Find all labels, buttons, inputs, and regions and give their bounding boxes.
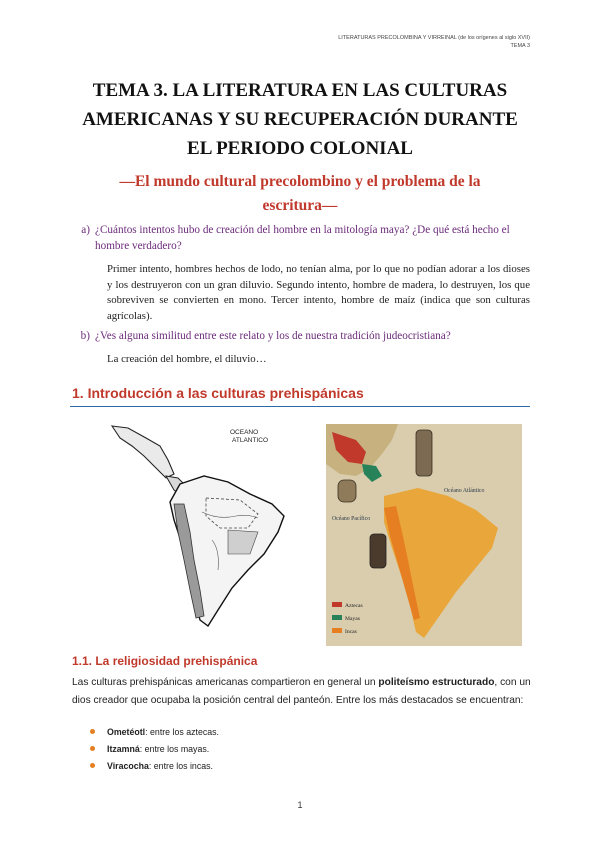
south-america-sketch-map: [108, 420, 308, 632]
para-bold-term: politeísmo estructurado: [378, 677, 495, 688]
header-course-title: LITERATURAS PRECOLOMBINA Y VIRREINAL (de los orígenes al siglo XVII): [338, 35, 530, 41]
section-heading-intro: 1. Introducción a las culturas prehispánicas: [72, 385, 364, 401]
list-item: [90, 758, 219, 775]
para-text-1: Las culturas prehispánicas americanas compartieron en general un: [72, 677, 379, 688]
page-title: [60, 76, 540, 163]
deity-desc: : entre los mayas.: [139, 744, 210, 754]
question-b: [80, 328, 535, 344]
question-a: [81, 222, 535, 254]
map2-inca-figure-icon: [370, 534, 386, 568]
deity-name: Itzamná: [107, 744, 140, 754]
legend-label-aztecas: Aztecas: [345, 603, 363, 609]
legend-swatch-incas: [332, 628, 342, 633]
title-line-2: AMERICANAS Y SU RECUPERACIÓN DURANTE: [82, 109, 518, 130]
subtitle-line-1: —El mundo cultural precolombino y el problema de la: [119, 173, 481, 190]
bullet-dot-icon: [90, 746, 95, 751]
religiosity-paragraph: [72, 674, 532, 709]
list-item: [90, 724, 219, 741]
map1-ocean-label-1: OCEANO: [230, 429, 259, 436]
deities-list: [90, 724, 219, 775]
deity-name: Ometéotl: [107, 727, 146, 737]
header-topic: TEMA 3: [510, 43, 530, 49]
map2-pacific-label: Océano Pacífico: [332, 516, 371, 522]
title-line-1: TEMA 3. LA LITERATURA EN LAS CULTURAS: [92, 80, 508, 101]
deity-desc: : entre los incas.: [148, 761, 213, 771]
answer-b: La creación del hombre, el diluvio…: [107, 353, 267, 365]
deity-desc: : entre los aztecas.: [145, 727, 219, 737]
legend-swatch-mayas: [332, 615, 342, 620]
map2-statue-icon: [416, 430, 432, 476]
page-number: 1: [297, 800, 303, 810]
list-item: [90, 741, 219, 758]
bullet-dot-icon: [90, 763, 95, 768]
map2-stone-head-icon: [338, 480, 356, 502]
section-divider: [70, 406, 530, 407]
bullet-dot-icon: [90, 729, 95, 734]
title-line-3: EL PERIODO COLONIAL: [187, 138, 413, 159]
page-subtitle: [60, 170, 540, 218]
map1-ocean-label-2: ATLANTICO: [232, 437, 268, 444]
answer-a: Primer intento, hombres hechos de lodo, no tenían alma, por lo que no podían adorar a los dioses y los destruyeron con un gran diluvio. Segundo intento, hombre de madera, lo destruyen, los que sobreviven se convierten en mono. Tercer intento, hombre de maíz (indica que son culturas agrícolas).: [107, 263, 530, 322]
legend-label-mayas: Mayas: [345, 616, 360, 622]
question-b-marker: b): [80, 330, 90, 342]
question-b-text: ¿Ves alguna similitud entre este relato y los de nuestra tradición judeocristiana?: [95, 330, 451, 342]
para-text-2: , con un dios creador que ocupaba la posición central del panteón. Entre los más destacados se encuentran:: [72, 677, 531, 706]
precolombian-cultures-map: [326, 424, 522, 646]
subtitle-line-2: escritura—: [262, 197, 338, 214]
running-header: [338, 34, 530, 50]
legend-swatch-aztecas: [332, 602, 342, 607]
deity-name: Viracocha: [107, 761, 149, 771]
question-a-text: ¿Cuántos intentos hubo de creación del hombre en la mitología maya? ¿De qué está hecho el hombre verdadero?: [95, 224, 510, 252]
legend-label-incas: Incas: [345, 629, 357, 635]
section-heading-religiosity: 1.1. La religiosidad prehispánica: [72, 654, 258, 668]
question-a-marker: a): [81, 224, 90, 236]
map2-atlantic-label: Océano Atlántico: [444, 488, 485, 494]
